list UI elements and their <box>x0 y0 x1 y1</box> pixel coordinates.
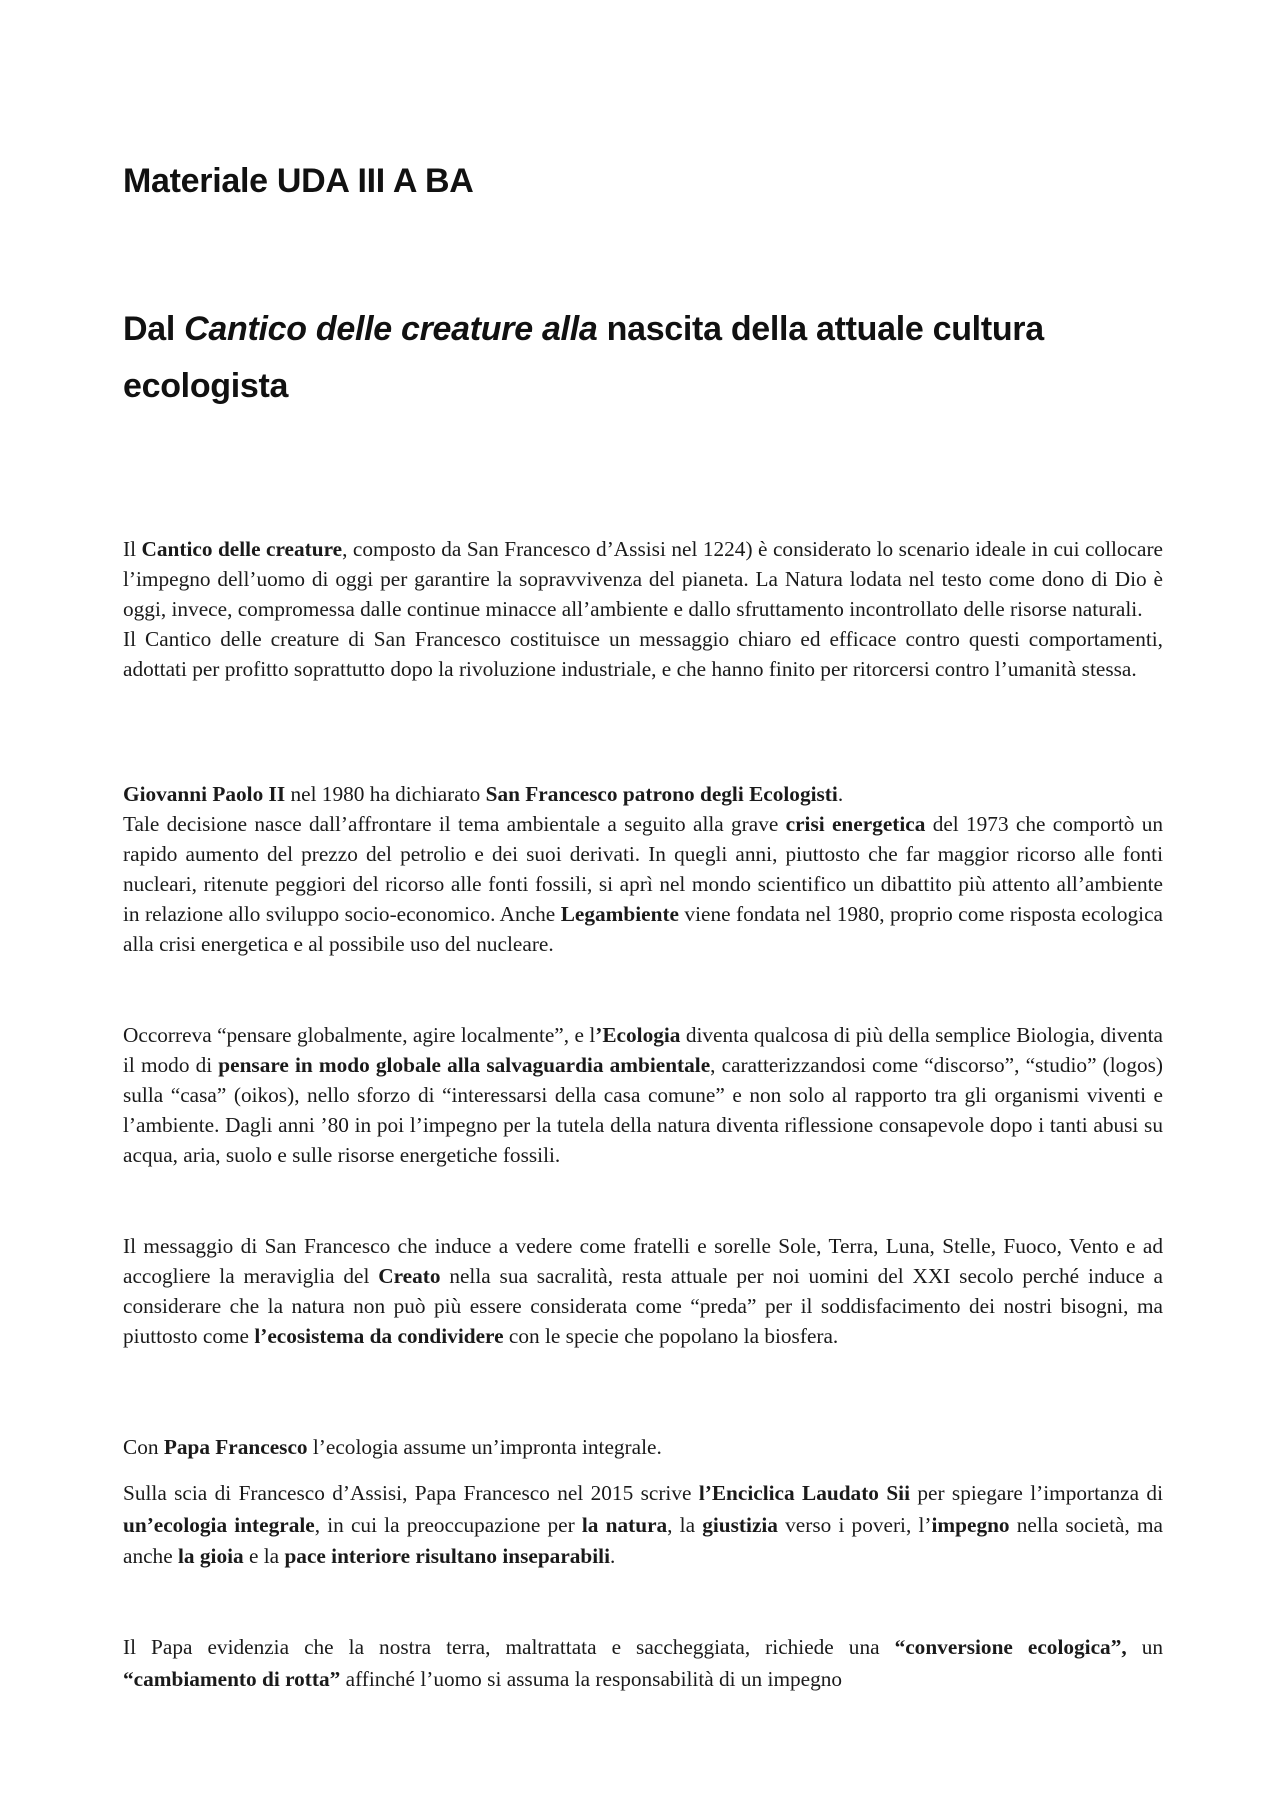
bold-text: Creato <box>378 1263 441 1288</box>
subtitle-text: nascita della attuale cultura ecologista <box>123 310 1044 405</box>
bold-text: ’Ecologia <box>595 1023 681 1047</box>
bold-text: impegno <box>931 1512 1010 1537</box>
bold-text: l’ecosistema da condividere <box>254 1323 504 1348</box>
subtitle-text: Dal <box>123 310 185 348</box>
bold-text: un’ecologia integrale <box>123 1512 315 1537</box>
papa-francesco-section <box>123 1433 1163 1463</box>
intro-section <box>123 535 1163 685</box>
paragraph-ecologia: Occorreva “pensare globalmente, agire localmente”, e l’Ecologia diventa qualcosa di più della semplice Biologia, diventa il modo di pensare in modo globale alla salvaguardia ambientale, caratterizzandosi come “discorso”, “studio” (logos) sulla “casa” (oikos), nello sforzo di “interessarsi della casa comune” e non solo al rapporto tra gli organismi viventi e l’ambiente. Dagli anni ’80 in poi l’impegno per la tutela della natura diventa riflessione consapevole dopo i tanti abusi su acqua, aria, suolo e sulle risorse energetiche fossili. <box>123 1023 1163 1167</box>
ecologia-section <box>123 1021 1163 1171</box>
document-subtitle <box>123 301 1123 415</box>
bold-text: Cantico delle creature <box>141 537 343 561</box>
paragraph-cantico: Il Cantico delle creature, composto da San Francesco d’Assisi nel 1224) è considerato lo scenario ideale in cui collocare l’impegno dell’uomo di oggi per garantire la sopravvivenza del pianeta. La Natura lodata nel testo come dono di Dio è oggi, invece, compromessa dalle continue minacce all’ambiente e dallo sfruttamento incontrollato delle risorse naturali. <box>123 537 1164 621</box>
conversione-section <box>123 1632 1163 1695</box>
laudato-section <box>123 1478 1163 1573</box>
creato-section <box>123 1232 1163 1352</box>
document-title: Materiale UDA III A BA <box>123 162 474 200</box>
bold-text: Papa Francesco <box>163 1435 308 1459</box>
paragraph-crisi: Tale decisione nasce dall’affrontare il tema ambientale a seguito alla grave crisi energetica del 1973 che comportò un rapido aumento del prezzo del petrolio e dei suoi derivati. In quegli anni, piuttosto che far maggior ricorso alle fonti nucleari, ritenute peggiori del ricorso alle fonti fossili, si aprì nel mondo scientifico un dibattito più attento all’ambiente in relazione allo sviluppo socio-economico. Anche Legambiente viene fondata nel 1980, proprio come risposta ecologica alla crisi energetica e al possibile uso del nucleare. <box>123 811 1163 956</box>
bold-text: pensare in modo globale alla salvaguardia ambientale <box>218 1052 711 1077</box>
paragraph-messaggio: Il Cantico delle creature di San Francesco costituisce un messaggio chiaro ed efficace contro questi comportamenti, adottati per profitto soprattutto dopo la rivoluzione industriale, e che hanno finito per ritorcersi contro l’umanità stessa. <box>123 626 1163 681</box>
patrono-section <box>123 780 1163 959</box>
bold-text: crisi energetica <box>785 811 926 836</box>
paragraph-papa-francesco: Con Papa Francesco l’ecologia assume un’impronta integrale. <box>123 1435 662 1459</box>
bold-text: San Francesco patrono degli Ecologisti <box>485 782 838 806</box>
paragraph-conversione: Il Papa evidenzia che la nostra terra, maltrattata e saccheggiata, richiede una “conversione ecologica”, un “cambiamento di rotta” affinché l’uomo si assuma la responsabilità di un impegno <box>123 1635 1163 1691</box>
bold-text: Giovanni Paolo II <box>123 782 286 806</box>
bold-text: la natura <box>581 1512 668 1537</box>
bold-text: l’Enciclica Laudato Sii <box>698 1481 910 1505</box>
paragraph-creato: Il messaggio di San Francesco che induce a vedere come fratelli e sorelle Sole, Terra, Luna, Stelle, Fuoco, Vento e ad accogliere la meraviglia del Creato nella sua sacralità, resta attuale per noi uomini del XXI secolo perché induce a considerare che la natura non può più essere considerata come “preda” per il soddisfacimento dei nostri bisogni, ma piuttosto come l’ecosistema da condividere con le specie che popolano la biosfera. <box>123 1234 1163 1348</box>
paragraph-laudato: Sulla scia di Francesco d’Assisi, Papa Francesco nel 2015 scrive l’Enciclica Laudato Sii per spiegare l’importanza di un’ecologia integrale, in cui la preoccupazione per la natura, la giustizia verso i poveri, l’impegno nella società, ma anche la gioia e la pace interiore risultano inseparabili. <box>123 1481 1163 1569</box>
bold-text: Legambiente <box>560 901 679 926</box>
bold-text: giustizia <box>702 1512 778 1537</box>
paragraph-patrono: Giovanni Paolo II nel 1980 ha dichiarato San Francesco patrono degli Ecologisti. <box>123 782 844 806</box>
bold-text: “cambiamento di rotta” <box>123 1666 341 1691</box>
bold-text: “conversione ecologica”, <box>894 1635 1127 1659</box>
bold-text: pace interiore risultano inseparabili <box>284 1544 611 1569</box>
bold-text: la gioia <box>177 1544 244 1569</box>
subtitle-italic-text: Cantico delle creature alla <box>184 310 598 348</box>
